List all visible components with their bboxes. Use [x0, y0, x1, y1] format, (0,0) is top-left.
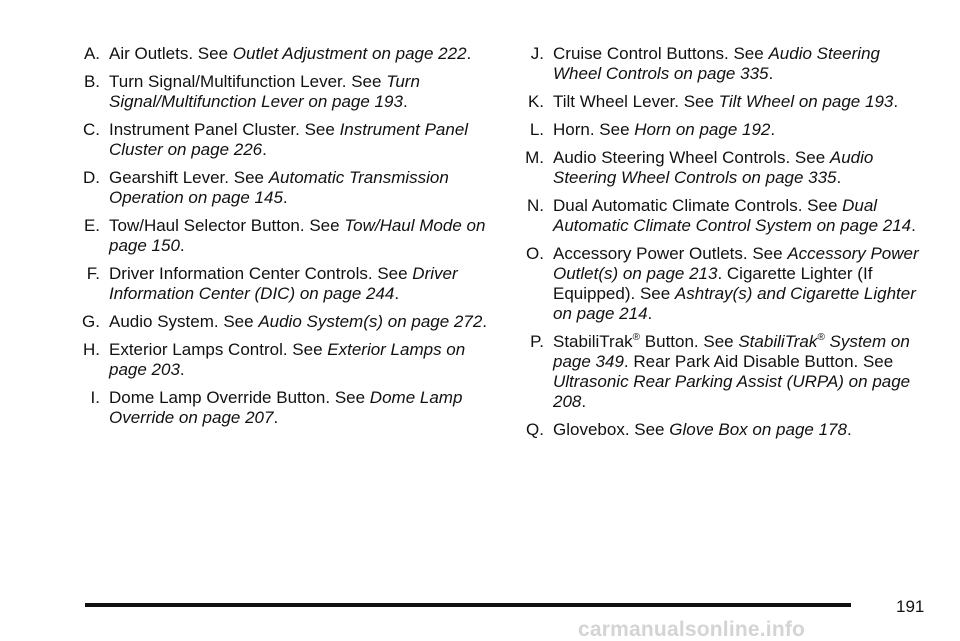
- item-end: .: [394, 284, 400, 303]
- item-label: Tilt Wheel Lever. See: [553, 92, 719, 111]
- item-reference: Audio Steering Wheel Controls on page 335: [553, 148, 874, 187]
- item-end: .: [768, 64, 774, 83]
- item-label: Dome Lamp Override Button. See: [109, 388, 370, 407]
- item-end: .: [466, 44, 472, 63]
- item-letter: D.: [83, 168, 100, 187]
- right-column: [511, 44, 931, 448]
- item-label: StabiliTrak: [553, 332, 633, 351]
- item-reference: Audio Steering Wheel Controls on page 335: [553, 44, 880, 83]
- item-reference-2: Ashtray(s) and Cigarette Lighter on page 214: [553, 284, 916, 323]
- item-text: [109, 120, 494, 160]
- item-end: .: [273, 408, 279, 427]
- item-text: [553, 44, 931, 84]
- item-text: [109, 44, 494, 64]
- item-text: [553, 332, 931, 412]
- item-letter: B.: [83, 72, 100, 91]
- item-end: .: [179, 360, 185, 379]
- item-label: Audio System. See: [109, 312, 259, 331]
- registered-mark: ®: [817, 332, 825, 343]
- item-reference: Outlet Adjustment on page 222: [232, 44, 467, 63]
- list-item-k: [511, 92, 931, 112]
- item-end: .: [911, 216, 916, 235]
- item-label: Glovebox. See: [553, 420, 670, 439]
- item-letter: F.: [86, 264, 100, 283]
- item-reference: Dome Lamp Override on page 207: [109, 388, 463, 427]
- watermark-text: carmanualsonline.info: [578, 618, 806, 641]
- item-reference: Accessory Power Outlet(s) on page 213: [553, 244, 919, 283]
- list-item-o: [511, 244, 931, 324]
- registered-mark: ®: [632, 332, 641, 343]
- footer-rule: [85, 603, 851, 607]
- list-item-d: [64, 168, 494, 208]
- list-item-a: [64, 44, 494, 64]
- item-label: Air Outlets. See: [109, 44, 233, 63]
- item-letter: O.: [526, 244, 544, 263]
- item-reference: Automatic Transmission Operation on page 145: [109, 168, 449, 207]
- item-text: [109, 168, 494, 208]
- list-item-p: [511, 332, 931, 412]
- item-text: [109, 72, 494, 112]
- item-end: .: [581, 392, 587, 411]
- item-letter: C.: [83, 120, 100, 139]
- item-label: Cruise Control Buttons. See: [553, 44, 769, 63]
- left-column: [64, 44, 494, 436]
- list-item-g: [64, 312, 494, 332]
- page-number: 191: [896, 597, 925, 616]
- item-end: .: [836, 168, 842, 187]
- item-end: .: [262, 140, 267, 159]
- item-reference: Driver Information Center (DIC) on page 244: [109, 264, 458, 303]
- item-end: .: [402, 92, 408, 111]
- item-text: [553, 196, 931, 236]
- item-middle: . Rear Park Aid Disable Button. See: [623, 352, 894, 371]
- item-reference: Horn on page 192: [634, 120, 771, 139]
- item-text: [553, 244, 931, 324]
- item-label: Dual Automatic Climate Controls. See: [553, 196, 843, 215]
- item-end: .: [893, 92, 899, 111]
- item-reference: Turn Signal/Multifunction Lever on page 193: [109, 72, 420, 111]
- item-label-2: Button. See: [640, 332, 739, 351]
- item-letter: M.: [525, 148, 544, 167]
- item-reference-a: StabiliTrak: [738, 332, 818, 351]
- item-reference-2: Ultrasonic Rear Parking Assist (URPA) on page 208: [553, 372, 911, 411]
- item-end: .: [282, 188, 288, 207]
- list-item-n: [511, 196, 931, 236]
- item-reference: Exterior Lamps on page 203: [109, 340, 466, 379]
- item-letter: E.: [83, 216, 100, 235]
- item-letter: L.: [529, 120, 544, 139]
- list-item-j: [511, 44, 931, 84]
- item-label: Driver Information Center Controls. See: [109, 264, 413, 283]
- item-letter: P.: [530, 332, 544, 351]
- item-reference: Audio System(s) on page 272: [258, 312, 483, 331]
- item-text: [109, 312, 494, 332]
- item-reference: Tow/Haul Mode on page 150: [109, 216, 486, 255]
- list-item-b: [64, 72, 494, 112]
- item-reference-b: System on page 349: [553, 332, 910, 371]
- item-letter: A.: [83, 44, 100, 63]
- item-label: Audio Steering Wheel Controls. See: [553, 148, 830, 167]
- item-label: Accessory Power Outlets. See: [553, 244, 788, 263]
- list-item-q: [511, 420, 931, 440]
- item-reference: Dual Automatic Climate Control System on page 214: [553, 196, 912, 235]
- item-label: Tow/Haul Selector Button. See: [109, 216, 345, 235]
- item-text: [109, 264, 494, 304]
- item-letter: I.: [90, 388, 100, 407]
- item-letter: K.: [527, 92, 544, 111]
- list-item-e: [64, 216, 494, 256]
- item-text: [553, 92, 931, 112]
- item-letter: N.: [527, 196, 544, 215]
- item-reference: Instrument Panel Cluster on page 226: [109, 120, 469, 159]
- list-item-f: [64, 264, 494, 304]
- item-label: Gearshift Lever. See: [109, 168, 269, 187]
- item-letter: Q.: [526, 420, 544, 439]
- list-item-c: [64, 120, 494, 160]
- item-end: .: [179, 236, 185, 255]
- list-item-h: [64, 340, 494, 380]
- item-letter: J.: [530, 44, 544, 63]
- item-end: .: [647, 304, 653, 323]
- item-reference: Glove Box on page 178: [669, 420, 847, 439]
- item-end: .: [770, 120, 776, 139]
- item-text: [553, 148, 931, 188]
- item-label: Turn Signal/Multifunction Lever. See: [109, 72, 387, 91]
- list-item-l: [511, 120, 931, 140]
- item-text: [553, 120, 931, 140]
- list-item-m: [511, 148, 931, 188]
- item-label: Exterior Lamps Control. See: [109, 340, 328, 359]
- list-item-i: [64, 388, 494, 428]
- item-middle: . Cigarette Lighter (If Equipped). See: [553, 264, 873, 303]
- item-letter: H.: [83, 340, 100, 359]
- item-end: .: [482, 312, 488, 331]
- item-text: [553, 420, 931, 440]
- item-text: [109, 340, 494, 380]
- item-label: Horn. See: [553, 120, 635, 139]
- item-end: .: [846, 420, 852, 439]
- item-text: [109, 216, 494, 256]
- item-text: [109, 388, 494, 428]
- item-reference: Tilt Wheel on page 193: [718, 92, 894, 111]
- item-letter: G.: [82, 312, 100, 331]
- item-label: Instrument Panel Cluster. See: [109, 120, 340, 139]
